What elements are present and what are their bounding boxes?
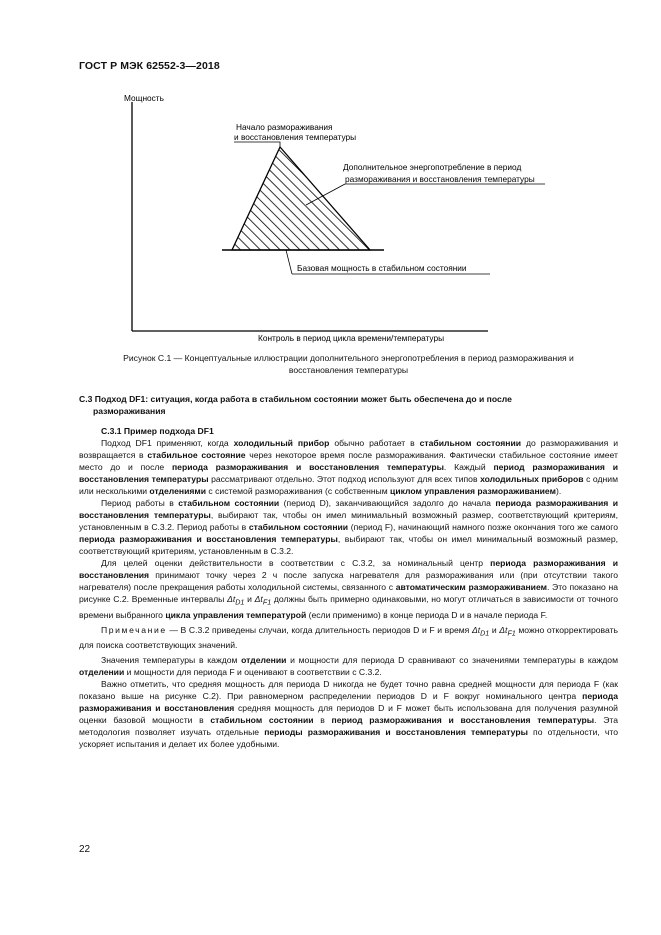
annotation-base: Базовая мощность в стабильном состоянии: [297, 263, 467, 273]
annotation-start-line2: и восстановления температуры: [234, 132, 357, 142]
figure-diagram: [0, 0, 661, 360]
paragraph-4: Значения температуры в каждом отделении и мощности для периода D сравнивают со значениями температуры в каждом отделении и мощности для периода F и оценивают в соответствии с С.3.2.: [79, 655, 618, 678]
body-text: [79, 425, 618, 750]
paragraph-3: Для целей оценки действительности в соответствии с С.3.2, за номинальный центр периода размораживания и восстановления принимают точку через 2 ч после запуска нагревателя для размораживания или (при отсутствии такого нагревателя) после прекращения работы холодильной системы, связанного с автоматическим размораживанием. Это показано на рисунке С.2. Временные интервалы $\Delta t_{D1}$ и $\Delta t_{F1}$ должны быть примерно одинаковыми, но могут отличаться в зависимости от точного времени выбранного цикла управления температурой (если применимо) в конце периода D и в начале периода F.: [79, 558, 619, 620]
annotation-extra-line1: Дополнительное энергопотребление в период: [343, 162, 522, 172]
paragraph-5: Важно отметить, что средняя мощность для периода D никогда не будет точно равна средней мощности для периода F (как показано выше на рисунке С.2). При равномерном распределении периодов D и F вокруг номинального центра периода размораживания и восстановления средняя мощность для периодов D и F может быть использована для получения разумной оценки базовой мощности в стабильном состоянии в период размораживания и восстановления температуры. Эта методология позволяет изучать отдельные периоды размораживания и восстановления температуры по отдельности, что ускоряет испытания и делает их более удобными.: [79, 679, 619, 750]
caption-line1: Рисунок С.1 — Концептуальные иллюстрации дополнительного энергопотребления в период размораживания и: [123, 353, 574, 363]
paragraph-1: Подход DF1 применяют, когда холодильный прибор обычно работает в стабильном состоянии до размораживания и возвращается в стабильное состояние через некоторое время после размораживания. Фактически стабильное состояние имеет место до и после периода размораживания и восстановления температуры. Каждый период размораживания и восстановления температуры рассматривают отдельно. Этот подход используют для всех типов холодильных приборов с одним или несколькими отделениями с системой размораживания (с собственным циклом управления размораживанием).: [79, 438, 619, 496]
document-header: ГОСТ Р МЭК 62552-3—2018: [79, 60, 220, 72]
annotation-extra-line2: размораживания и восстановления температуры: [345, 174, 535, 184]
page-number: 22: [79, 844, 91, 855]
subsection-title: С.3.1 Пример подхода DF1: [101, 426, 214, 436]
section-title-line2: размораживания: [93, 406, 166, 416]
note-label: Примечание: [101, 624, 167, 635]
figure-caption: [79, 352, 618, 376]
x-axis-label: Контроль в период цикла времени/температуры: [258, 333, 445, 343]
section-title: [79, 393, 618, 417]
section-title-line1: С.3 Подход DF1: ситуация, когда работа в стабильном состоянии может быть обеспечена до и после: [79, 394, 512, 404]
paragraph-2: Период работы в стабильном состоянии (период D), заканчивающийся задолго до начала периода размораживания и восстановления температуры, выбирают так, чтобы он имел минимальный возможный размер, соответствующий критериям, установленным в С.3.2. Период работы в стабильном состоянии (период F), начинающий намного позже окончания того же самого периода размораживания и восстановления температуры, выбирают так, чтобы он имел минимальный возможный размер, соответствующий критериям, установленным в С.3.2.: [79, 498, 619, 556]
leader-start: [234, 142, 280, 147]
annotation-start-line1: Начало размораживания: [236, 122, 333, 132]
caption-line2: восстановления температуры: [288, 365, 409, 375]
note-paragraph: Примечание — В С.3.2 приведены случаи, когда длительность периодов D и F и время $\Delta t_{D1}$ и $\Delta t_{F1}$ можно откорректировать для поиска соответствующих значений.: [79, 624, 618, 651]
leader-base: [286, 250, 292, 274]
y-axis-label: Мощность: [124, 93, 164, 103]
